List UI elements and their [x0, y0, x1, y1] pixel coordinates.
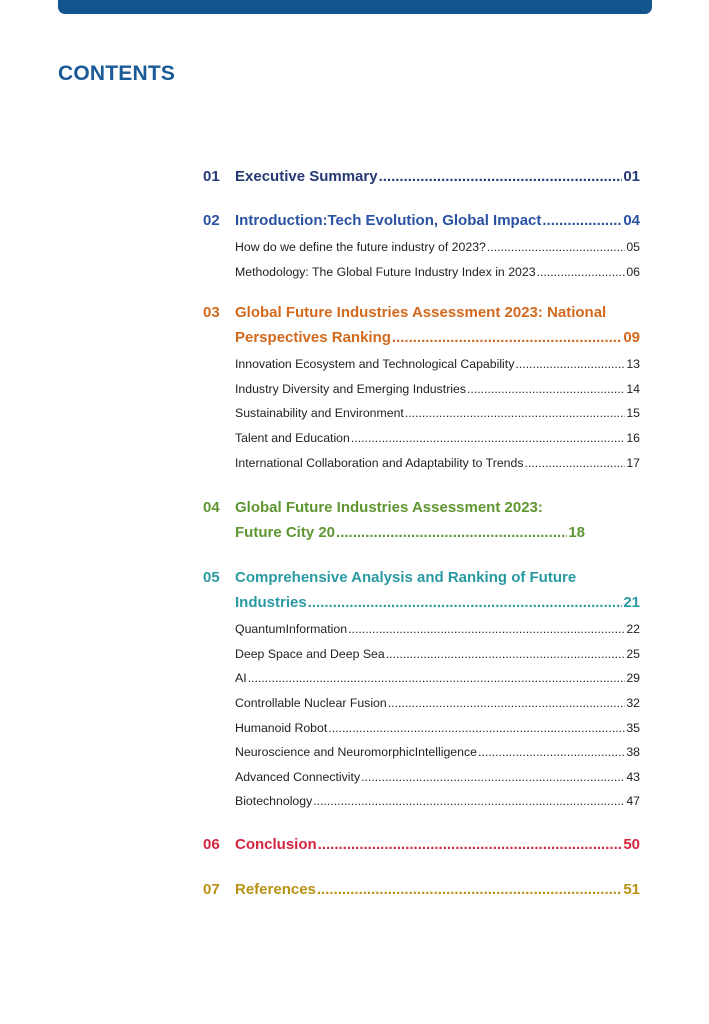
- entry-page: 21: [623, 594, 640, 612]
- dot-leader: [361, 765, 625, 790]
- subentry-title: QuantumInformation: [235, 622, 348, 637]
- subentry-page: 17: [626, 455, 640, 470]
- toc-subentry[interactable]: [235, 352, 640, 377]
- toc-entry-national-perspectives[interactable]: [203, 300, 640, 350]
- entry-title-line1: Global Future Industries Assessment 2023: National: [235, 304, 607, 322]
- subentry-title: Advanced Connectivity: [235, 769, 361, 784]
- dot-leader: [248, 666, 626, 691]
- subentry-title: International Collaboration and Adaptability to Trends: [235, 455, 524, 470]
- toc-subentry[interactable]: [235, 377, 640, 402]
- entry-page: 51: [623, 880, 640, 898]
- toc-subentry[interactable]: [235, 765, 640, 790]
- subsection-list: [203, 617, 640, 814]
- toc-entry-future-city[interactable]: [203, 495, 640, 545]
- subentry-page: 06: [626, 264, 640, 279]
- entry-title: Introduction:Tech Evolution, Global Impact: [235, 212, 542, 229]
- toc-subentry[interactable]: [235, 789, 640, 814]
- dot-leader: [388, 691, 626, 716]
- top-header-bar: [58, 0, 652, 14]
- section-number: 07: [203, 880, 220, 898]
- section-number: 06: [203, 835, 220, 853]
- dot-leader: [467, 377, 625, 402]
- dot-leader: [379, 164, 623, 189]
- subentry-page: 05: [626, 240, 640, 254]
- toc-subentry[interactable]: [235, 691, 640, 716]
- entry-title-line2: Perspectives Ranking: [235, 329, 391, 347]
- entry-title: References: [235, 880, 316, 898]
- toc-subentry[interactable]: [235, 642, 640, 667]
- dot-leader: [524, 451, 625, 476]
- dot-leader: [313, 789, 625, 814]
- dot-leader: [392, 325, 622, 350]
- entry-title-line2: Future City 20: [235, 524, 336, 542]
- subentry-title: Innovation Ecosystem and Technological Capability: [235, 357, 515, 372]
- toc-section-03: [203, 300, 640, 475]
- subentry-page: 47: [626, 794, 640, 809]
- subentry-title: Biotechnology: [235, 794, 313, 809]
- toc-section-01: [203, 164, 640, 189]
- section-number: 03: [203, 304, 220, 322]
- entry-page: 18: [568, 524, 585, 542]
- toc-subentry[interactable]: [235, 401, 640, 426]
- toc-section-04: [203, 495, 640, 545]
- subentry-title: Deep Space and Deep Sea: [235, 646, 385, 661]
- entry-title: Conclusion: [235, 835, 317, 853]
- toc-section-05: [203, 565, 640, 814]
- section-number: 02: [203, 212, 220, 229]
- subentry-title: Methodology: The Global Future Industry Index in 2023: [235, 264, 536, 279]
- subentry-title: Talent and Education: [235, 430, 350, 445]
- section-number: 05: [203, 569, 220, 587]
- dot-leader: [542, 208, 622, 233]
- subentry-page: 25: [626, 646, 640, 661]
- table-of-contents: [203, 164, 640, 902]
- toc-section-06: [203, 832, 640, 857]
- subentry-title: Sustainability and Environment: [235, 406, 404, 421]
- subentry-page: 16: [626, 430, 640, 445]
- toc-subentry[interactable]: [235, 451, 640, 476]
- toc-subentry[interactable]: [235, 740, 640, 765]
- entry-title-line1: Comprehensive Analysis and Ranking of Future: [235, 569, 577, 587]
- subsection-list: [203, 352, 640, 475]
- dot-leader: [336, 520, 567, 545]
- toc-subentry[interactable]: [235, 426, 640, 451]
- subentry-title: How do we define the future industry of 2023?: [235, 240, 486, 254]
- subentry-page: 14: [626, 381, 640, 396]
- toc-subentry[interactable]: [235, 260, 640, 285]
- section-number: 01: [203, 168, 220, 185]
- toc-section-07: [203, 877, 640, 902]
- entry-page: 50: [623, 835, 640, 853]
- toc-entry-comprehensive-analysis[interactable]: [203, 565, 640, 615]
- subentry-title: Controllable Nuclear Fusion: [235, 695, 387, 710]
- subentry-page: 32: [626, 695, 640, 710]
- dot-leader: [318, 832, 623, 857]
- entry-title-line1: Global Future Industries Assessment 2023:: [235, 499, 543, 517]
- toc-entry-executive-summary[interactable]: [203, 164, 640, 189]
- dot-leader: [317, 877, 622, 902]
- toc-subentry[interactable]: [235, 666, 640, 691]
- subentry-title: Humanoid Robot: [235, 720, 328, 735]
- toc-entry-references[interactable]: [203, 877, 640, 902]
- subentry-page: 13: [626, 357, 640, 372]
- subentry-page: 43: [626, 769, 640, 784]
- section-number: 04: [203, 499, 220, 517]
- toc-subentry[interactable]: [235, 716, 640, 741]
- entry-page: 01: [623, 168, 640, 185]
- subentry-page: 38: [626, 745, 640, 760]
- subentry-page: 22: [626, 622, 640, 637]
- dot-leader: [308, 590, 623, 615]
- dot-leader: [478, 740, 625, 765]
- dot-leader: [405, 401, 625, 426]
- entry-page: 04: [623, 212, 640, 229]
- page-title: CONTENTS: [58, 62, 176, 85]
- subentry-title: AI: [235, 671, 247, 686]
- dot-leader: [348, 617, 625, 642]
- subentry-title: Neuroscience and NeuromorphicIntelligence: [235, 745, 477, 760]
- entry-title: Executive Summary: [235, 168, 378, 185]
- subsection-list: [203, 235, 640, 284]
- dot-leader: [515, 352, 625, 377]
- toc-subentry[interactable]: [235, 617, 640, 642]
- dot-leader: [537, 260, 626, 285]
- entry-page: 09: [623, 329, 640, 347]
- toc-section-02: [203, 208, 640, 284]
- dot-leader: [351, 426, 625, 451]
- subentry-title: Industry Diversity and Emerging Industries: [235, 381, 467, 396]
- dot-leader: [328, 716, 625, 741]
- dot-leader: [386, 642, 626, 667]
- toc-entry-conclusion[interactable]: [203, 832, 640, 857]
- toc-entry-introduction[interactable]: [203, 208, 640, 233]
- subentry-page: 29: [626, 671, 640, 686]
- entry-title-line2: Industries: [235, 594, 307, 612]
- toc-subentry[interactable]: [235, 235, 640, 260]
- dot-leader: [487, 235, 625, 260]
- subentry-page: 35: [626, 720, 640, 735]
- subentry-page: 15: [626, 406, 640, 421]
